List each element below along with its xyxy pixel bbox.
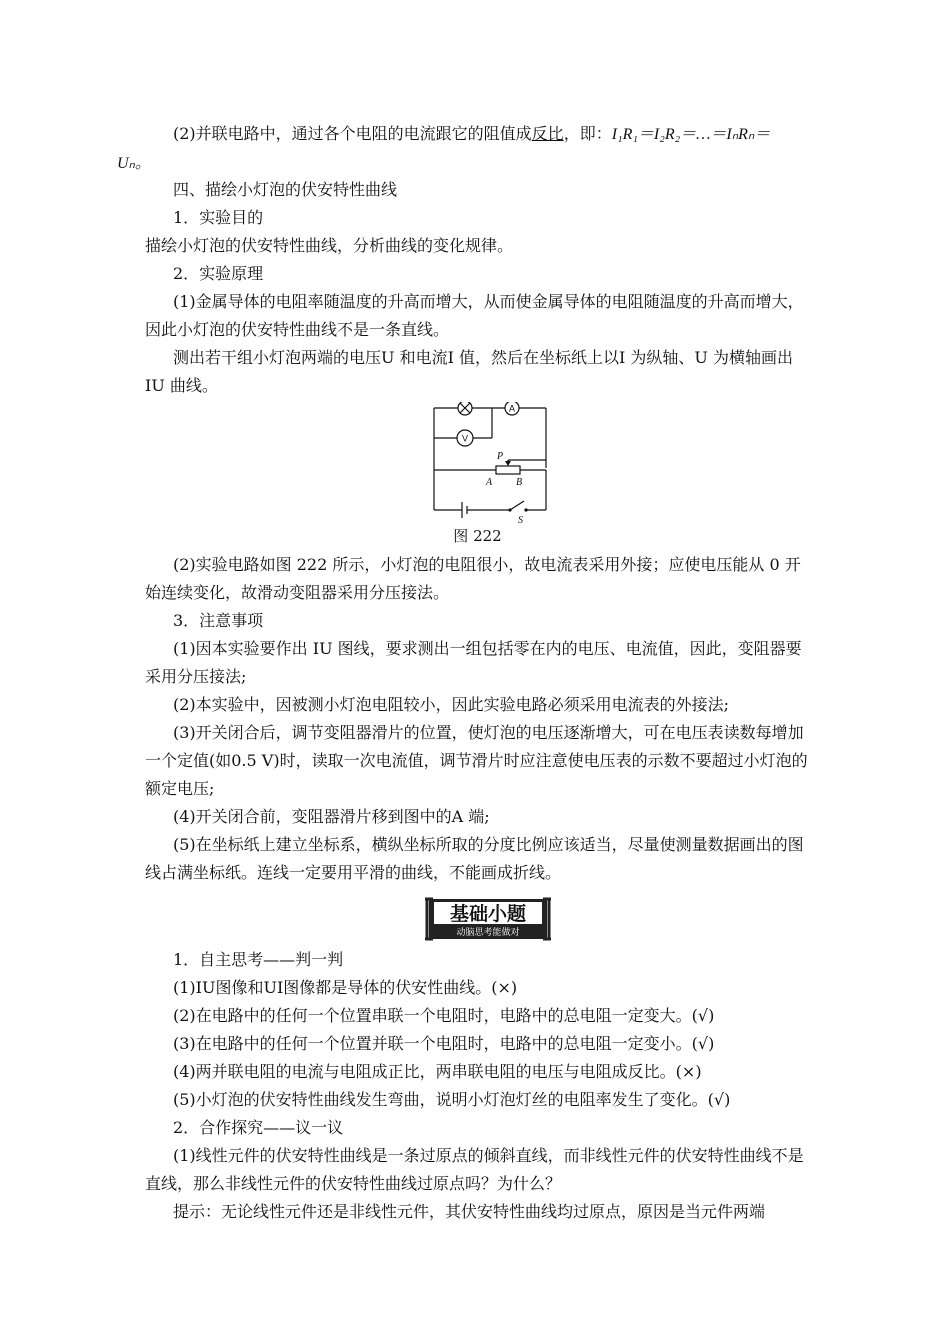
subsection-title: 2．实验原理 bbox=[173, 264, 264, 283]
underlined-answer: 反比 bbox=[531, 124, 564, 143]
question-title: 1．自主思考——判一判 bbox=[173, 950, 344, 969]
badge-title: 基础小题 bbox=[449, 903, 527, 925]
text: ，即： bbox=[563, 124, 612, 143]
note-item: (1)因本实验要作出 IU 图线，要求测出一组包括零在内的电压、电流值，因此，变阻器要采用分压接法; bbox=[145, 639, 802, 686]
ammeter-label: A bbox=[508, 403, 516, 414]
paragraph-parallel-circuit bbox=[117, 120, 810, 178]
judgement-item: (2)在电路中的任何一个位置串联一个电阻时，电路中的总电阻一定变大。(√) bbox=[173, 1006, 715, 1025]
discussion-question: (1)线性元件的伏安特性曲线是一条过原点的倾斜直线，而非线性元件的伏安特性曲线不是直线，那么非线性元件的伏安特性曲线过原点吗？为什么？ bbox=[145, 1146, 804, 1193]
text: (2)并联电路中，通过各个电阻的电流跟它的阻值成 bbox=[173, 124, 532, 143]
note-item: (3)开关闭合后，调节变阻器滑片的位置，使灯泡的电压逐渐增大，可在电压表读数每增加一个定值(如0.5 V)时，读取一次电流值，调节滑片时应注意使电压表的示数不要超过小灯泡的额定电压; bbox=[145, 723, 808, 798]
note-item: (4)开关闭合前，变阻器滑片移到图中的A 端; bbox=[173, 807, 490, 826]
end-b-label: B bbox=[516, 477, 523, 488]
note-item: (2)本实验中，因被测小灯泡电阻较小，因此实验电路必须采用电流表的外接法; bbox=[173, 695, 730, 714]
judgement-item: (5)小灯泡的伏安特性曲线发生弯曲，说明小灯泡灯丝的电阻率发生了变化。(√) bbox=[173, 1090, 731, 1109]
paragraph: (2)实验电路如图 222 所示，小灯泡的电阻很小，故电流表采用外接；应使电压能从 0 开始连续变化，故滑动变阻器采用分压接法。 bbox=[145, 555, 801, 602]
subsection-title: 3．注意事项 bbox=[173, 611, 264, 630]
question-title: 2．合作探究——议一议 bbox=[173, 1118, 344, 1137]
badge-subtitle: 动脑思考能做对 bbox=[456, 928, 520, 938]
judgement-item: (1)IU图像和UI图像都是导体的伏安性曲线。(×) bbox=[173, 978, 518, 997]
circuit-diagram bbox=[430, 402, 550, 524]
judgement-item: (4)两并联电阻的电流与电阻成正比，两串联电阻的电压与电阻成反比。(×) bbox=[173, 1062, 702, 1081]
equation: I₁R₁＝I₂R₂＝…＝IₙRₙ＝ bbox=[611, 126, 771, 143]
note-item: (5)在坐标纸上建立坐标系，横纵坐标所取的分度比例应该适当，尽量使测量数据画出的图线占满坐标纸。连线一定要用平滑的曲线，不能画成折线。 bbox=[145, 835, 804, 882]
subsection-title: 1．实验目的 bbox=[173, 208, 264, 227]
equation-end: Uₙ。 bbox=[117, 155, 151, 172]
section-badge bbox=[425, 897, 551, 941]
paragraph: (1)金属导体的电阻率随温度的升高而增大，从而使金属导体的电阻随温度的升高而增大，因此小灯泡的伏安特性曲线不是一条直线。 bbox=[145, 292, 804, 339]
section-heading: 四、描绘小灯泡的伏安特性曲线 bbox=[173, 180, 398, 199]
paragraph: 测出若干组小灯泡两端的电压U 和电流I 值，然后在坐标纸上以I 为纵轴、U 为横轴画出IU 曲线。 bbox=[145, 348, 793, 395]
judgement-item: (3)在电路中的任何一个位置并联一个电阻时，电路中的总电阻一定变小。(√) bbox=[173, 1034, 715, 1053]
switch-label: S bbox=[518, 515, 523, 524]
slider-label: P bbox=[497, 451, 504, 462]
end-a-label: A bbox=[486, 477, 493, 488]
discussion-hint: 提示：无论线性元件还是非线性元件，其伏安特性曲线均过原点，原因是当元件两端 bbox=[173, 1202, 766, 1221]
paragraph: 描绘小灯泡的伏安特性曲线，分析曲线的变化规律。 bbox=[145, 236, 514, 255]
figure-caption: 图 222 bbox=[453, 527, 502, 545]
voltmeter-label: V bbox=[461, 433, 469, 444]
